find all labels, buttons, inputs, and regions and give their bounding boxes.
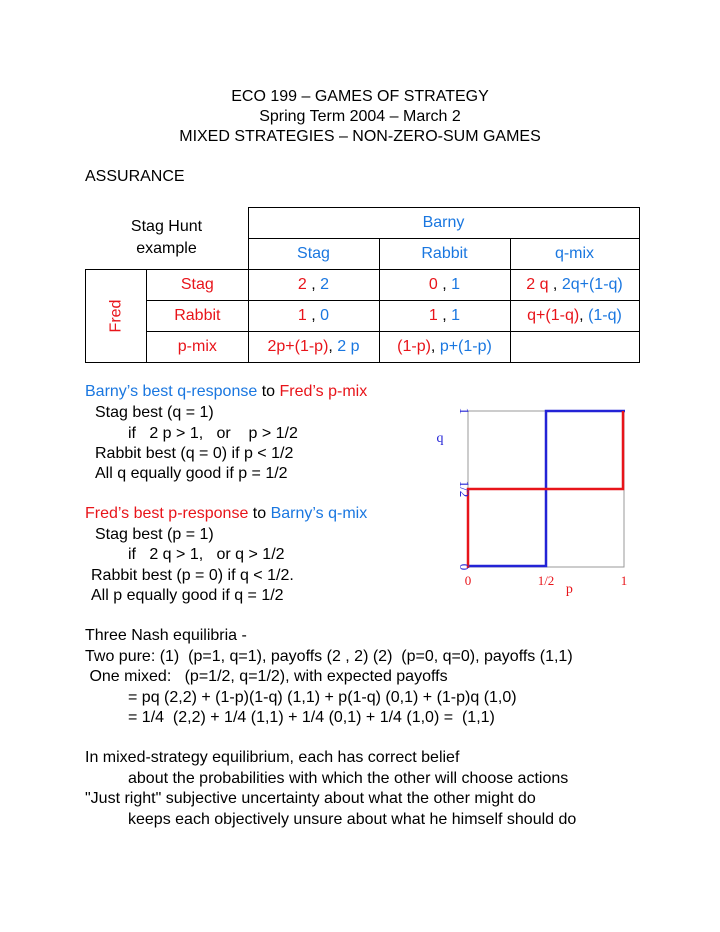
conclusion-line: keeps each objectively unsure about what he himself should do <box>128 811 577 828</box>
y-axis-label: q <box>436 431 444 447</box>
row-header: Rabbit <box>147 301 248 332</box>
row-player-label: Fred <box>86 270 147 363</box>
equilibria-heading: Three Nash equilibria - <box>85 627 247 644</box>
barny-line: Stag best (q = 1) <box>95 404 214 421</box>
payoff-cell: 1 , 0 <box>248 301 379 332</box>
payoff-cell: (1-p), p+(1-p) <box>379 332 510 363</box>
y-tick-label: 1/2 <box>457 480 472 498</box>
barny-line: if 2 p > 1, or p > 1/2 <box>128 425 298 442</box>
fred-line: Stag best (p = 1) <box>95 526 214 543</box>
payoff-cell-empty <box>510 332 639 363</box>
equilibria-calc: = 1/4 (2,2) + 1/4 (1,1) + 1/4 (0,1) + 1/4 (1,0) = (1,1) <box>128 709 495 726</box>
conclusion-line: about the probabilities with which the other will choose actions <box>128 770 569 787</box>
equilibria-calc: = pq (2,2) + (1-p)(1-q) (1,1) + p(1-q) (0,1) + (1-p)q (1,0) <box>128 689 517 706</box>
payoff-cell: 1 , 1 <box>379 301 510 332</box>
col-player-label: Barny <box>248 208 639 239</box>
title-line-3: MIXED STRATEGIES – NON-ZERO-SUM GAMES <box>179 128 541 145</box>
payoff-cell: q+(1-q), (1-q) <box>510 301 639 332</box>
x-axis-label: p <box>565 582 573 597</box>
row-header: Stag <box>147 270 248 301</box>
title-line-1: ECO 199 – GAMES OF STRATEGY <box>231 88 489 105</box>
y-tick-label: 0 <box>457 563 472 571</box>
fred-line: if 2 q > 1, or q > 1/2 <box>128 546 285 563</box>
payoff-table <box>85 207 640 363</box>
fred-best-title: Fred’s best p-response to Barny’s q-mix <box>85 505 368 522</box>
conclusion-line: In mixed-strategy equilibrium, each has correct belief <box>85 749 460 766</box>
corner-label: Stag Hunt example <box>130 218 203 258</box>
barny-best-title: Barny’s best q-response to Fred’s p-mix <box>85 383 368 400</box>
title-line-2: Spring Term 2004 – March 2 <box>259 108 461 125</box>
payoff-cell: 0 , 1 <box>379 270 510 301</box>
section-title: ASSURANCE <box>85 168 185 185</box>
payoff-cell: 2 , 2 <box>248 270 379 301</box>
x-tick-label: 1/2 <box>537 573 555 588</box>
col-header: Rabbit <box>379 239 510 270</box>
col-header: q-mix <box>510 239 639 270</box>
barny-line: Rabbit best (q = 0) if p < 1/2 <box>95 445 294 462</box>
fred-line: All p equally good if q = 1/2 <box>91 587 284 604</box>
barny-line: All q equally good if p = 1/2 <box>95 465 288 482</box>
equilibria-pure: Two pure: (1) (p=1, q=1), payoffs (2 , 2) (2) (p=0, q=0), payoffs (1,1) <box>85 648 573 665</box>
row-header: p-mix <box>147 332 248 363</box>
payoff-cell: 2p+(1-p), 2 p <box>248 332 379 363</box>
equilibria-mixed: One mixed: (p=1/2, q=1/2), with expected payoffs <box>85 668 448 685</box>
col-header: Stag <box>248 239 379 270</box>
y-tick-label: 1 <box>457 407 472 415</box>
fred-line: Rabbit best (p = 0) if q < 1/2. <box>91 567 294 584</box>
conclusion-line: "Just right" subjective uncertainty about what the other might do <box>85 790 536 807</box>
x-tick-label: 0 <box>464 573 472 588</box>
best-response-chart <box>430 395 650 605</box>
payoff-cell: 2 q , 2q+(1-q) <box>510 270 639 301</box>
x-tick-label: 1 <box>620 573 628 588</box>
